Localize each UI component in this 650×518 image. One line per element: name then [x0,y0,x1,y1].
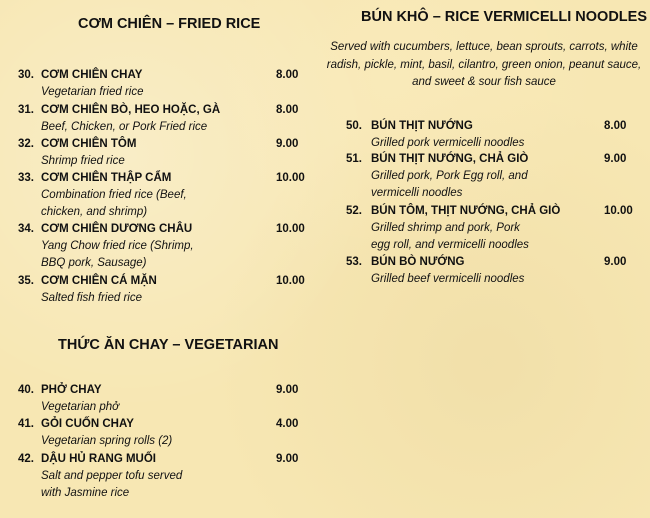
item-name: BÚN BÒ NƯỚNG [371,256,465,268]
item-number: 42. [18,453,34,465]
item-description: Grilled beef vermicelli noodles [371,273,525,285]
item-description: Combination fried rice (Beef, chicken, and shrimp) [41,189,187,218]
item-name: BÚN THỊT NƯỚNG, CHẢ GIÒ [371,153,529,165]
item-description: Beef, Chicken, or Pork Fried rice [41,121,208,133]
menu-item-42 [18,451,308,502]
menu-item-34 [18,221,308,272]
item-description: Grilled pork vermicelli noodles [371,137,525,149]
item-name: CƠM CHIÊN BÒ, HEO HOẶC, GÀ [41,104,221,116]
menu-item-32 [18,136,308,170]
item-number: 51. [346,153,362,165]
item-price: 9.00 [276,384,299,396]
item-price: 8.00 [604,120,627,132]
menu-item-50 [346,118,646,152]
item-number: 34. [18,223,34,235]
item-number: 41. [18,418,34,430]
menu-item-52 [346,203,646,254]
item-number: 50. [346,120,362,132]
item-description: Salted fish fried rice [41,292,142,304]
noodles-heading: BÚN KHÔ – RICE VERMICELLI NOODLES [361,9,647,25]
item-name: CƠM CHIÊN DƯƠNG CHÂU [41,223,193,235]
item-name: DẬU HỦ RANG MUỐI [41,453,156,465]
item-number: 52. [346,205,362,217]
vegetarian-heading: THỨC ĂN CHAY – VEGETARIAN [58,337,279,353]
item-number: 53. [346,256,362,268]
item-price: 9.00 [276,453,299,465]
item-price: 10.00 [604,205,633,217]
item-description: Grilled shrimp and pork, Pork egg roll, and vermicelli noodles [371,222,529,251]
item-price: 10.00 [276,275,305,287]
item-price: 9.00 [276,138,299,150]
menu-item-33 [18,170,308,221]
item-description: Shrimp fried rice [41,155,125,167]
item-name: CƠM CHIÊN CÁ MẶN [41,275,157,287]
menu-item-40 [18,382,308,416]
item-description: Vegetarian phở [41,401,120,413]
item-name: GỎI CUỐN CHAY [41,418,134,430]
item-description: Grilled pork, Pork Egg roll, and vermicelli noodles [371,170,528,199]
item-number: 30. [18,69,34,81]
item-description: Yang Chow fried rice (Shrimp, BBQ pork, Sausage) [41,240,194,269]
item-number: 33. [18,172,34,184]
menu-item-51 [346,151,646,202]
item-name: BÚN THỊT NƯỚNG [371,120,473,132]
menu-item-53 [346,254,646,288]
item-number: 31. [18,104,34,116]
item-name: CƠM CHIÊN TÔM [41,138,137,150]
item-name: CƠM CHIÊN CHAY [41,69,143,81]
noodles-intro: Served with cucumbers, lettuce, bean sprouts, carrots, white radish, pickle, mint, basil, cilantro, green onion, peanut sauce, and sweet & sour fish sauce [326,41,642,88]
item-number: 40. [18,384,34,396]
fried-rice-heading: CƠM CHIÊN – FRIED RICE [78,16,261,32]
menu-item-31 [18,102,308,136]
item-number: 35. [18,275,34,287]
item-price: 10.00 [276,172,305,184]
item-price: 9.00 [604,256,627,268]
item-name: PHỞ CHAY [41,384,102,396]
menu-item-30 [18,67,308,101]
item-price: 4.00 [276,418,299,430]
item-name: CƠM CHIÊN THẬP CẨM [41,172,172,184]
item-price: 8.00 [276,69,299,81]
item-price: 8.00 [276,104,299,116]
item-price: 10.00 [276,223,305,235]
item-name: BÚN TÔM, THỊT NƯỚNG, CHẢ GIÒ [371,205,561,217]
menu-item-41 [18,416,308,450]
item-description: Vegetarian spring rolls (2) [41,435,173,447]
item-price: 9.00 [604,153,627,165]
item-description: Salt and pepper tofu served with Jasmine rice [41,470,183,499]
menu-item-35 [18,273,308,307]
item-description: Vegetarian fried rice [41,86,144,98]
item-number: 32. [18,138,34,150]
